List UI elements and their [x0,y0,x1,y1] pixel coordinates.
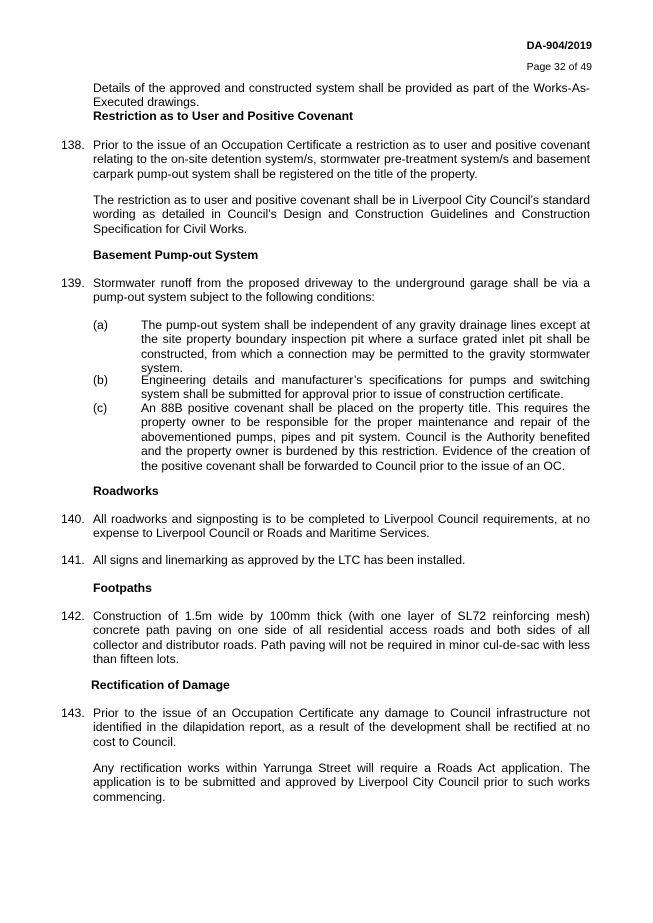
heading-roadworks: Roadworks [93,484,159,498]
sub-item-label-c: (c) [93,401,108,415]
condition-text-138: Prior to the issue of an Occupation Certificate a restriction as to user and positive covenant relating to the on-site detention system/s, stormwater pre-treatment system/s and basement carpark pump-out system shall be registered on the title of the property. [93,138,590,181]
condition-138-paragraph-2: The restriction as to user and positive covenant shall be in Liverpool City Council’s standard wording as detailed in Council’s Design and Construction Guidelines and Construction Specification for Civil Works. [93,193,590,236]
condition-text-142: Construction of 1.5m wide by 100mm thick (with one layer of SL72 reinforcing mesh) concrete path paving on one side of all residential access roads and both sides of all collector and distributor roads. Path paving will not be required in minor cul-de-sac with less than fifteen lots. [93,609,590,667]
condition-number-141: 141. [61,553,85,567]
condition-text-143: Prior to the issue of an Occupation Certificate any damage to Council infrastructure not identified in the dilapidation report, as a result of the development shall be rectified at no cost to Council. [93,706,590,749]
condition-number-142: 142. [61,609,85,623]
condition-text-139: Stormwater runoff from the proposed driveway to the underground garage shall be via a pump-out system subject to the following conditions: [93,276,590,305]
sub-item-text-a: The pump-out system shall be independent of any gravity drainage lines except at the site property boundary inspection pit where a surface grated inlet pit shall be constructed, from which a connection may be permitted to the gravity stormwater system. [141,318,590,376]
condition-number-138: 138. [61,138,85,152]
heading-footpaths: Footpaths [93,581,152,595]
sub-item-label-a: (a) [93,318,108,332]
heading-pumpout: Basement Pump-out System [93,248,259,262]
sub-item-text-b: Engineering details and manufacturer’s specifications for pumps and switching system shall be submitted for approval prior to issue of construction certificate. [141,373,590,402]
condition-text-140: All roadworks and signposting is to be completed to Liverpool Council requirements, at no expense to Liverpool Council or Roads and Maritime Services. [93,512,590,541]
condition-number-140: 140. [61,512,85,526]
sub-item-label-b: (b) [93,373,108,387]
condition-text-141: All signs and linemarking as approved by the LTC has been installed. [93,553,466,567]
condition-number-139: 139. [61,276,85,290]
heading-rectification: Rectification of Damage [91,678,230,692]
document-reference: DA-904/2019 [526,40,592,52]
heading-restriction: Restriction as to User and Positive Covenant [93,109,354,123]
sub-item-text-c: An 88B positive covenant shall be placed on the property title. This requires the property owner to be responsible for the proper maintenance and repair of the abovementioned pumps, pipes and pit system. Council is the Authority benefited and the property owner is burdened by this restriction. Evidence of the creation of the positive covenant shall be forwarded to Council prior to the issue of an OC. [141,401,590,473]
condition-143-paragraph-2: Any rectification works within Yarrunga Street will require a Roads Act application. The application is to be submitted and approved by Liverpool City Council prior to such works commencing. [93,761,590,804]
page-number: Page 32 of 49 [526,61,592,73]
intro-paragraph: Details of the approved and constructed system shall be provided as part of the Works-As-Executed drawings. [93,81,590,110]
condition-number-143: 143. [61,706,85,720]
